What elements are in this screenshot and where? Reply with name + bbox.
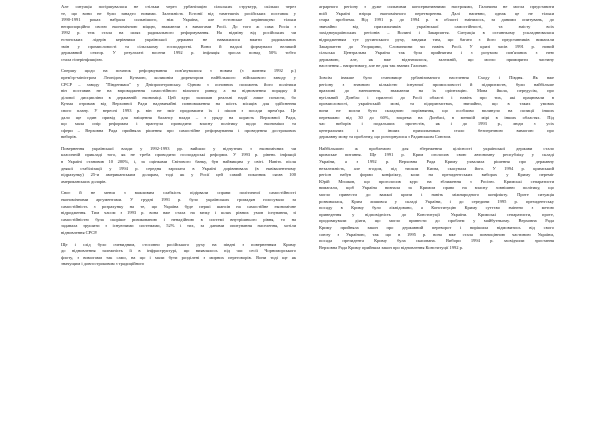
text-line: американських доларів. (61, 178, 107, 184)
text-line: Закарпаттю до Угорщини, Словаччини чи навіть Росії. У кризі часів 1991 р. новий (319, 43, 554, 49)
paragraph (310, 146, 554, 252)
text-line: самостійністю була скоріше ризикованою і ненадійною в системі внутрішнього рівня, то на (61, 216, 296, 222)
text-line: регіону з значною кількістю існуючої промисловості й підприємств, були найбільше (319, 81, 554, 87)
text-line: Верховна Рада Криму прийняла закон про відновлення Конституції 1992 р. (319, 244, 464, 250)
text-line: всій Україні взірця економічного перетворення. Далі напевно, однак це не тільки (319, 10, 554, 16)
text-line: Ще і слід було очевидним, стосовно російського руху на півдні з поверненням Криму (61, 241, 296, 247)
text-line: центральних і в інших прихильниках стало безперечною вимогою про (319, 127, 554, 133)
text-line: ділової дисципліни в державній економіці. Цей курс залишав реальні надії лише почасти, бо (61, 94, 296, 100)
text-line: Зовсім інакше було становище урбанізованого населення Сходу і Півдня. Як вже (319, 74, 554, 80)
paragraph (52, 242, 296, 268)
text-line: стара проблема. Від 1991 р. до 1994 р. в області змінилось, за даними опитувань, до (319, 17, 554, 23)
text-line: продовжували діяти, що могло привести до проблем у майбутньому. Верховна Рада (319, 218, 554, 224)
text-line: самостійність з розрахунку на те, що Україна буде перші шансів на самостійне економічне (61, 203, 296, 209)
text-line: сільська Центральна Україна так була прийнятим і з розумом пов'язаних з нею (319, 50, 554, 56)
text-line: Криму прийняла закон про державний переворот і вирішила відмовитись від свого (319, 225, 554, 230)
text-line: Повернення української влади у 1992-1993 рр. вийшло у відчутних з економічних чи (61, 145, 296, 151)
text-line: державою, але, як вже відзначалося, залежній, що могло примирити частину (319, 56, 554, 62)
text-line: державну мову та проблему, що розгорнулися з Радянським Союзом. (319, 134, 452, 140)
text-line: задавала зрушити з існуючими системами, 52% і тих, за даними опитування населення, хотіли (61, 223, 296, 229)
text-line: посаду в Криму було ліквідовано, а Конституцію Криму суттєво змінено з метою (319, 205, 554, 211)
text-line: дало ще один привід для зміщення балансу влади – з уряду на користь Верховної Ради, (61, 114, 296, 120)
text-line: незалежність, але згодом, під тиском Києва, скасувала його. У 1994 р. кримський (319, 165, 554, 171)
text-line: кримське питання. Ще 1991 р. Крим оголосив свою автономну республіку у складі (319, 152, 554, 158)
text-line: звичайно від прихильників української самостійності, та змісту всіх (319, 23, 554, 29)
text-line: 1992 р. теж стала на шлях радикального реформування. На відміну від російських чи (61, 30, 296, 36)
text-line: економічними аргументами. У грудні 1991 р. було українських громадян голосувало за (61, 197, 296, 203)
text-line: значущим і довгостроковим з традиційного (61, 261, 145, 267)
text-line: прем'єр-міністром Леонідом Кучмою, колишнім директором найбільшого військового заводу у (61, 74, 296, 80)
text-line: державний сектор. У результаті восени 1992 р. інфляція зросла понад 50% тобто (61, 50, 296, 56)
text-line: вони не могли бути складною порівняння, що особливо вплинуло на позиції інших (319, 107, 554, 113)
text-line: Найбільшою ж проблемою для збереження цілісності української держави стало (319, 145, 554, 151)
text-line: що мала опір реформам і прагнула проводити власну політику щодо економіки та (61, 121, 296, 127)
text-line: посада президента Криму була скасована. Вибори 1994 р. засвідчили зростання (319, 238, 554, 244)
text-line: розвивалася, Крим лишився у складі України, і до середини 1995 р. президентську (319, 198, 554, 204)
text-line: переважно від 30 до 60%, зокрема на Донбасі, в меншій мірі в інших областях. Під (319, 114, 554, 120)
text-line: регіон набув форми конфлікту, коли на президентських виборах у Криму переміг (319, 172, 554, 178)
text-line: аграрного регіону з дуже сильними консервативними настроями, Галичина не могла представити (319, 4, 554, 9)
text-line: вимагали, щоб Україна визнала за Кримом право на власну зовнішню політику, що (319, 185, 554, 191)
text-line: до відновлення залежність її в інфраструктурі, що виявлялось під час сесії Чорноморського (61, 248, 296, 254)
text-line: України, а з 1992 р. Верховна Рада Криму ухвалила рішення про державну (319, 159, 554, 165)
paragraph (310, 75, 554, 141)
text-line: промисловості, українській мові, та підприємствах, звичайно, що в таких умовах (319, 101, 554, 107)
text-line: підрахунку) 25-и американським доларам, тоді як у Росії цей самий показник сягав 100 (61, 172, 296, 178)
text-line: Своє й не менш з важливим слабкість підірвали справи політичної самостійності (61, 190, 296, 196)
text-line: змін у промисловості та сільському господарстві. Вони й надалі формували великий (61, 43, 296, 49)
text-line: він поставив не на впровадження самостійного вільного ринку, а на відновлення порядку й (61, 88, 296, 94)
text-line: відродженням тут русинського руху, завдяки тим, що багато з його представників вимагали (319, 36, 554, 42)
text-line: виборів. (61, 134, 77, 140)
text-line: Спершу щодо на початок реформування пов'язувалися з новим (з жовтня 1992 р.) (61, 68, 296, 74)
text-line: свого плану. У вересні 1993 р. він не зміг продовжити їх і пішов з посади прем'єра. Це (61, 107, 296, 113)
text-line: Юрій Мєшков, що проголосив курс на зближення з Росією. Кримські сепаратисти (319, 178, 554, 184)
paragraph (52, 68, 296, 141)
text-line: вразливі до зменшення, зважаючи на їх орієнтацію. Мова йшла, передусім, про (319, 88, 554, 94)
text-line: відновлення СРСР. (61, 230, 98, 235)
left-column (52, 4, 296, 273)
text-line: флоту, з вимогами так само, на що і мали бути розділені з мирних переговорів. Вони тоді ще як (61, 254, 296, 260)
text-line: населення – напротивагу, але не для так званих Галичан. (319, 63, 428, 69)
right-column (310, 4, 554, 256)
text-line: естонських лідерів керівники української держави не наважилися вжити радикальних (61, 36, 296, 42)
text-line: 1990-1991 роках набрала сильнішого, ніж Україна, але естонське керівництво тільки (61, 17, 296, 23)
text-line: деякої стабілізації у 1994 р. середня зарплата в Україні дорівнювала (в еквівалентному (61, 165, 296, 171)
text-line: в Україні становив 10 200%, і, за оцінками Світового банку, був найвищим у світі. Навіть після (61, 159, 296, 165)
text-line: стала гіперінфляцією. (61, 56, 104, 62)
text-line: могло привести до важкої кризи і навіть міжнародного конфлікту. Проте ситуація (319, 192, 554, 198)
text-line: Але ситуація погіршувалася не стільки через урбанізацію сільських структур, скільки через (61, 4, 296, 9)
paragraph (52, 4, 296, 63)
text-line: непропорційно своєю економічною міццю, зважаючи з вимогами Росії. До того ж сама Росія з (61, 23, 296, 29)
paragraph (52, 190, 296, 236)
paragraph (52, 146, 296, 186)
paragraph (310, 4, 554, 70)
text-line: час виборів і подальших протестів, як і до 1993 р., люди з усіх (319, 121, 554, 127)
text-line: класичній прикладі того, як не треба проводити господарські реформи. У 1993 р. рівень інфляції (61, 152, 296, 158)
text-line: сфери – Верховна Рада прийняла рішення про самостійне реформування і проведення дострокових (61, 127, 296, 133)
text-line: відродження. Тим часом з 1993 р. вона вже стала на межу і шлях рівних умов існування, зі (61, 210, 296, 216)
text-line: СРСР – заводу "Південмаш" у Дніпропетровську. Одним з основних положень його політики (61, 81, 296, 87)
text-line: приведення у відповідність до Конституції України. Кримські сепаратисти, проте, (319, 211, 554, 217)
text-line: західноукраїнських регіонів – Волині і Закарпаття. Ситуація в останньому ускладнювалася (319, 30, 554, 36)
text-line: те, що вони не були занадто новими. Залежність Естонії від тамтешніх російських поставок у (61, 10, 296, 16)
text-line: союзу з Україною, так що в 1995 р. вона вже стала повноцінною частиною України, (319, 231, 554, 237)
text-line: Кучма отримав від Верховної Ради надзвичайні повноваження на шість місяців для здійснення (61, 101, 296, 107)
text-line: вугільний Донбас і прилеглі до Росії області і навіть про тих, які працювали в (319, 94, 554, 100)
